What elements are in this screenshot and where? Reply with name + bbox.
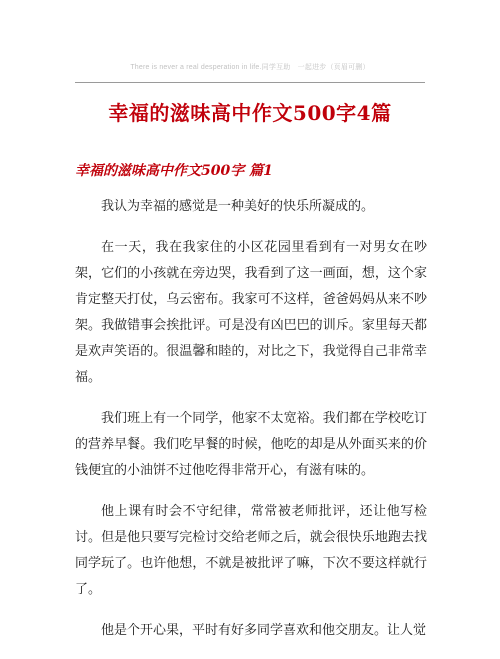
section-heading: 幸福的滋味高中作文500字 篇1 [75, 163, 273, 179]
paragraph: 我认为幸福的感觉是一种美好的快乐所凝成的。 [101, 199, 375, 214]
document-title: 幸福的滋味高中作文500字4篇 [108, 101, 392, 125]
paragraph: 他是个开心果，平时有好多同学喜欢和他交朋友。让人觉 [101, 623, 427, 638]
paragraph: 我们班上有一个同学，他家不太宽裕。我们都在学校吃订的营养早餐。我们吃早餐的时候，他吃的却是从外面买来的价钱便宜的小油饼不过他吃得非常开心，有滋有味的。 [75, 411, 427, 478]
header-divider [75, 82, 425, 83]
header-tagline: There is never a real desperation in life.同学互助 一起进步（页眉可删） [130, 64, 370, 71]
paragraph: 在一天，我在我家住的小区花园里看到有一对男女在吵架，它们的小孩就在旁边哭，我看到了这一画面，想，这个家肯定整天打仗，乌云密布。我家可不这样，爸爸妈妈从来不吵架。我做错事会挨批评。可是没有凶巴巴的训斥。家里每天都是欢声笑语的。很温馨和睦的，对比之下，我觉得自己非常幸福。 [75, 240, 427, 385]
body-text [75, 194, 427, 659]
paragraph: 他上课有时会不守纪律，常常被老师批评，还让他写检讨。但是他只要写完检讨交给老师之后，就会很快乐地跑去找同学玩了。也许他想，不就是被批评了嘛，下次不要这样就行了。 [75, 504, 427, 597]
